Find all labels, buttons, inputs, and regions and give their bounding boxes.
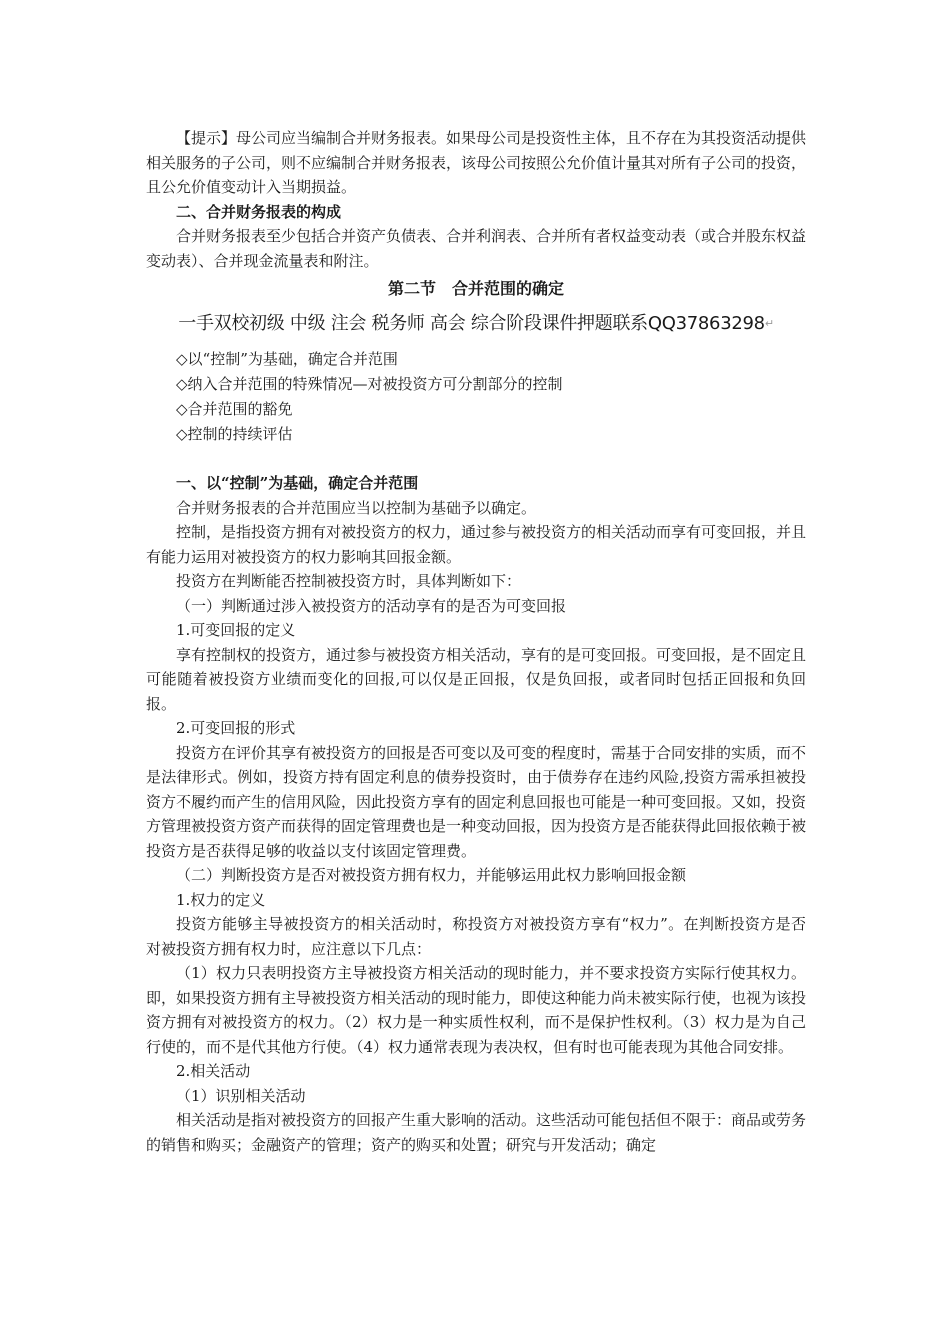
list-item: ◇控制的持续评估 <box>176 425 293 443</box>
subheading: 1.可变回报的定义 <box>176 621 296 639</box>
subheading: 1.权力的定义 <box>176 890 266 909</box>
subheading: （二）判断投资方是否对被投资方拥有权力，并能够运用此权力影响回报金额 <box>176 866 687 884</box>
list-item: ◇以“控制”为基础，确定合并范围 <box>176 350 398 368</box>
body-paragraph: 相关活动是指对被投资方的回报产生重大影响的活动。这些活动可能包括但不限于：商品或劳务的销售和购买；金融资产的管理；资产的购买和处置；研究与开发活动；确定 <box>146 1111 807 1154</box>
composition-paragraph: 合并财务报表至少包括合并资产负债表、合并利润表、合并所有者权益变动表（或合并股东权益变动表）、合并现金流量表和附注。 <box>146 227 807 270</box>
watermark-text: 一手双校初级 中级 注会 税务师 高会 综合阶段课件押题联系QQ37863298 <box>178 313 765 334</box>
body-paragraph: 享有控制权的投资方，通过参与被投资方相关活动，享有的是可变回报。可变回报，是不固定且可能随着被投资方业绩而变化的回报,可以仅是正回报，仅是负回报，或者同时包括正回报和负回报。 <box>146 645 807 713</box>
spacer <box>146 447 806 471</box>
document-page <box>146 126 806 1157</box>
list-item: ◇纳入合并范围的特殊情况—对被投资方可分割部分的控制 <box>176 375 563 393</box>
subheading: 2.相关活动 <box>176 1062 251 1080</box>
subheading: 2.可变回报的形式 <box>176 719 296 737</box>
body-paragraph: 合并财务报表的合并范围应当以控制为基础予以确定。 <box>176 498 537 517</box>
body-paragraph: （1）权力只表明投资方主导被投资方相关活动的现时能力，并不要求投资方实际行使其权力。即，如果投资方拥有主导被投资方相关活动的现时能力，即使这种能力尚未被实际行使，也视为该投资方拥有对被投资方的权力。（2）权力是一种实质性权利，而不是保护性权利。（3）权力是为自己行使的，而不是代其他方行使。（4）权力通常表现为表决权，但有时也可能表现为其他合同安排。 <box>146 964 807 1056</box>
section-title: 第二节 合并范围的确定 <box>387 279 564 298</box>
body-paragraph: 控制，是指投资方拥有对被投资方的权力，通过参与被投资方的相关活动而享有可变回报，并且有能力运用对被投资方的权力影响其回报金额。 <box>146 523 807 566</box>
return-mark-icon: ↵ <box>764 317 774 330</box>
body-paragraph: 投资方在评价其享有被投资方的回报是否可变以及可变的程度时，需基于合同安排的实质，而不是法律形式。例如，投资方持有固定利息的债券投资时，由于债券存在违约风险,投资方需承担被投资方不履约而产生的信用风险，因此投资方享有的固定利息回报也可能是一种可变回报。又如，投资方管理被投资方资产而获得的固定管理费也是一种变动回报，因为投资方是否能获得此回报依赖于被投资方是否获得足够的收益以支付该固定管理费。 <box>146 743 807 860</box>
tip-paragraph: 【提示】母公司应当编制合并财务报表。如果母公司是投资性主体，且不存在为其投资活动提供相关服务的子公司，则不应编制合并财务报表，该母公司按照公允价值计量其对所有子公司的投资，且公允价值变动计入当期损益。 <box>146 129 807 196</box>
body-paragraph: 投资方在判断能否控制被投资方时，具体判断如下： <box>176 572 522 590</box>
heading-control: 一、以“控制”为基础，确定合并范围 <box>176 474 419 492</box>
subheading: （一）判断通过涉入被投资方的活动享有的是否为可变回报 <box>176 596 567 615</box>
body-paragraph: 投资方能够主导被投资方的相关活动时，称投资方对被投资方享有“权力”。在判断投资方是否对被投资方拥有权力时，应注意以下几点： <box>146 915 806 958</box>
subheading: （1）识别相关活动 <box>176 1086 306 1105</box>
list-item: ◇合并范围的豁免 <box>176 400 293 418</box>
watermark-banner <box>146 307 806 341</box>
heading-composition: 二、合并财务报表的构成 <box>176 202 342 221</box>
outline-list <box>146 347 806 447</box>
